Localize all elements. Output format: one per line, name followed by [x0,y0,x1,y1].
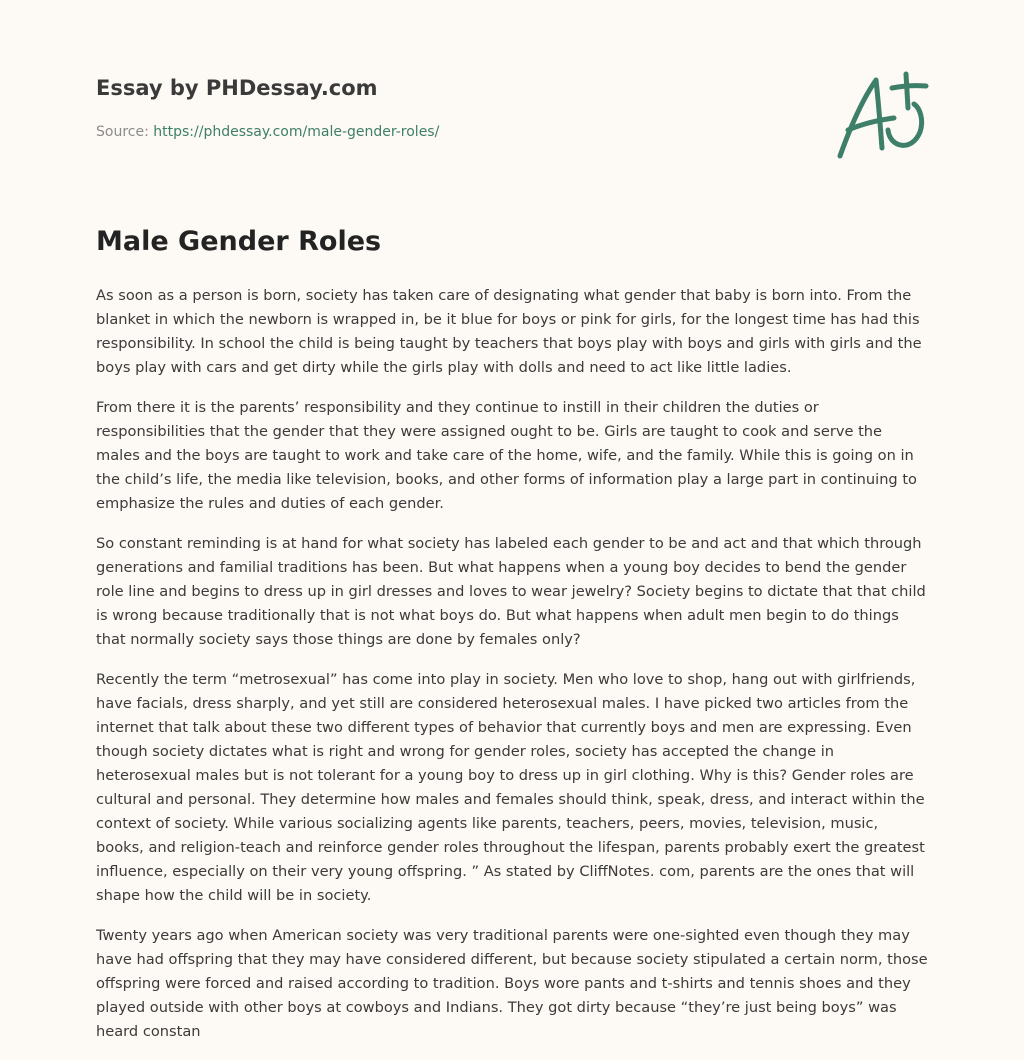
source-label: Source: [96,124,149,140]
page-header [96,0,928,228]
essay-body [96,284,930,1054]
source-line [96,124,439,140]
a-plus-logo-icon [828,68,932,164]
essay-paragraph: As soon as a person is born, society has taken care of designating what gender that baby is born into. From the blanket in which the newborn is wrapped in, be it blue for boys or pink for girls, for the longest time has had this responsibility. In school the child is being taught by teachers that boys play with boys and girls with girls and the boys play with cars and get dirty while the girls play with dolls and need to act like little ladies. [96,287,922,376]
essay-paragraph: From there it is the parents’ responsibility and they continue to instill in their children the duties or responsibilities that the gender that they were assigned ought to be. Girls are taught to cook and serve the males and the boys are taught to work and take care of the home, wife, and the family. While this is going on in the child’s life, the media like television, books, and other forms of information play a large part in continuing to emphasize the rules and duties of each gender. [96,399,917,512]
source-link[interactable]: https://phdessay.com/male-gender-roles/ [153,124,440,140]
essay-paragraph: Twenty years ago when American society was very traditional parents were one-sighted even though they may have had offspring that they may have considered different, but because society stipulated a certain norm, those offspring were forced and raised according to tradition. Boys wore pants and t-shirts and tennis shoes and they played outside with other boys at cowboys and Indians. They got dirty because “they’re just being boys” was heard constan [96,927,928,1040]
brand-title: Essay by PHDessay.com [96,76,378,100]
essay-paragraph: So constant reminding is at hand for what society has labeled each gender to be and act and that which through generations and familial traditions has been. But what happens when a young boy decides to bend the gender role line and begins to dress up in girl dresses and loves to wear jewelry? Society begins to dictate that that child is wrong because traditionally that is not what boys do. But what happens when adult men begin to do things that normally society says those things are done by females only? [96,535,926,648]
essay-paragraph: Recently the term “metrosexual” has come into play in society. Men who love to shop, hang out with girlfriends, have facials, dress sharply, and yet still are considered heterosexual males. I have picked two articles from the internet that talk about these two different types of behavior that currently boys and men are expressing. Even though society dictates what is right and wrong for gender roles, society has accepted the change in heterosexual males but is not tolerant for a young boy to dress up in girl clothing. Why is this? Gender roles are cultural and personal. They determine how males and females should think, speak, dress, and interact within the context of society. While various socializing agents like parents, teachers, peers, movies, television, music, books, and religion-teach and reinforce gender roles throughout the lifespan, parents probably exert the greatest influence, especially on their very young offspring. ” As stated by CliffNotes. com, parents are the ones that will shape how the child will be in society. [96,671,925,904]
essay-title: Male Gender Roles [96,226,382,257]
